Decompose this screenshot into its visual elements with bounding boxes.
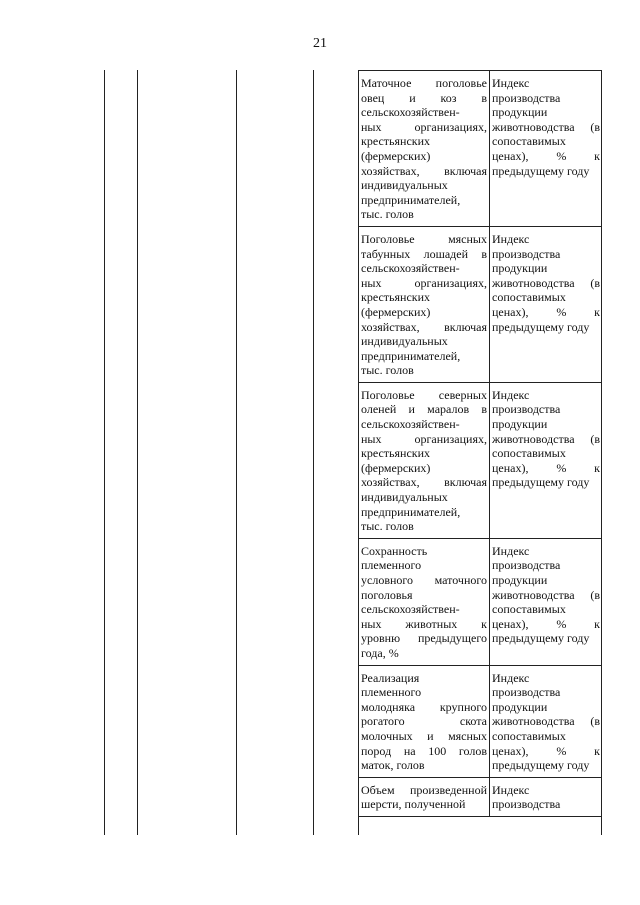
cell-text-line: ценах), % к xyxy=(492,460,600,475)
cell-text-line: ценах), % к xyxy=(492,148,600,163)
cell-text-line: животноводства (в xyxy=(492,275,600,290)
cell-text-line: предыдущему году xyxy=(492,319,590,334)
cell-text-line: Индекс xyxy=(492,231,530,246)
cell-text-line: Индекс xyxy=(492,543,530,558)
cell-text-line: продукции xyxy=(492,105,548,120)
cell-text-line: предыдущему году xyxy=(492,631,590,646)
cell-text-line: Объем произведенной xyxy=(361,782,487,797)
table-column-divider xyxy=(313,70,314,835)
cell-text-line: сопоставимых xyxy=(492,290,566,305)
cell-text-line: предпринимателей, xyxy=(361,504,461,519)
indicators-table xyxy=(358,70,602,835)
cell-text-line: ных организациях, xyxy=(361,431,487,446)
cell-text-line: (фермерских) xyxy=(361,148,431,163)
target-indicator-cell xyxy=(490,538,603,665)
indicators-table-body xyxy=(359,71,602,817)
cell-text-line: предпринимателей, xyxy=(361,348,461,363)
cell-text-line: индивидуальных xyxy=(361,490,448,505)
cell-text-line: племенного xyxy=(361,685,422,700)
cell-text-line: производства xyxy=(492,685,561,700)
cell-text-line: тыс. голов xyxy=(361,519,414,534)
cell-text-line: предыдущему году xyxy=(492,475,590,490)
cell-text-line: Индекс xyxy=(492,782,530,797)
cell-text-line: (фермерских) xyxy=(361,304,431,319)
cell-text-line: животноводства (в xyxy=(492,714,600,729)
target-indicator-cell xyxy=(490,382,603,538)
cell-text-line: тыс. голов xyxy=(361,363,414,378)
cell-text-line: сельскохозяйствен- xyxy=(361,417,460,432)
target-indicator-cell xyxy=(490,71,603,226)
cell-text-line: Индекс xyxy=(492,387,530,402)
cell-text-line: предыдущему году xyxy=(492,163,590,178)
target-indicator-cell xyxy=(490,777,603,816)
cell-text-line: Индекс xyxy=(492,670,530,685)
cell-text-line: хозяйствах, включая xyxy=(361,475,487,490)
target-indicator-cell xyxy=(490,665,603,777)
cell-text-line: продукции xyxy=(492,261,548,276)
cell-text-line: уровню предыдущего xyxy=(361,631,487,646)
cell-text-line: Индекс xyxy=(492,76,530,90)
cell-text-line: поголовья xyxy=(361,587,413,602)
cell-text-line: молодняка крупного xyxy=(361,699,487,714)
cell-text-line: продукции xyxy=(492,573,548,587)
indicator-cell xyxy=(359,665,490,777)
cell-text-line: производства xyxy=(492,90,561,105)
cell-text-line: шерсти, полученной xyxy=(361,797,466,812)
cell-text-line: сельскохозяйствен- xyxy=(361,261,460,276)
cell-text-line: животноводства (в xyxy=(492,587,600,602)
target-indicator-cell xyxy=(490,226,603,382)
cell-text-line: животноводства (в xyxy=(492,431,600,446)
cell-text-line: Реализация xyxy=(361,670,420,685)
cell-text-line: хозяйствах, включая xyxy=(361,163,487,178)
table-row xyxy=(359,777,602,816)
cell-text-line: продукции xyxy=(492,699,548,714)
cell-text-line: Поголовье северных xyxy=(361,387,487,402)
cell-text-line: сопоставимых xyxy=(492,728,566,743)
table-row xyxy=(359,382,602,538)
table-row xyxy=(359,665,602,777)
cell-text-line: ных животных к xyxy=(361,616,487,631)
indicator-cell xyxy=(359,382,490,538)
cell-text-line: маток, голов xyxy=(361,758,425,773)
table-row xyxy=(359,71,602,226)
cell-text-line: молочных и мясных xyxy=(361,728,487,743)
cell-text-line: Маточное поголовье xyxy=(361,76,487,90)
cell-text-line: Поголовье мясных xyxy=(361,231,487,246)
cell-text-line: пород на 100 голов xyxy=(361,743,487,758)
cell-text-line: ценах), % к xyxy=(492,616,600,631)
cell-text-line: крестьянских xyxy=(361,290,431,305)
table-row xyxy=(359,226,602,382)
table-column-divider xyxy=(104,70,105,835)
cell-text-line: индивидуальных xyxy=(361,334,448,349)
cell-text-line: сопоставимых xyxy=(492,602,566,617)
page-number: 21 xyxy=(313,36,327,51)
cell-text-line: Сохранность xyxy=(361,543,428,558)
cell-text-line: производства xyxy=(492,558,561,573)
cell-text-line: сельскохозяйствен- xyxy=(361,602,460,617)
cell-text-line: тыс. голов xyxy=(361,207,414,222)
cell-text-line: ценах), % к xyxy=(492,304,600,319)
cell-text-line: ных организациях, xyxy=(361,275,487,290)
cell-text-line: крестьянских xyxy=(361,134,431,149)
table-column-divider xyxy=(137,70,138,835)
cell-text-line: овец и коз в xyxy=(361,90,487,105)
cell-text-line: производства xyxy=(492,402,561,417)
cell-text-line: табунных лошадей в xyxy=(361,246,487,261)
cell-text-line: предпринимателей, xyxy=(361,192,461,207)
cell-text-line: производства xyxy=(492,797,561,812)
cell-text-line: (фермерских) xyxy=(361,460,431,475)
cell-text-line: сопоставимых xyxy=(492,446,566,461)
cell-text-line: условного маточного xyxy=(361,573,487,587)
cell-text-line: хозяйствах, включая xyxy=(361,319,487,334)
indicator-cell xyxy=(359,71,490,226)
cell-text-line: ных организациях, xyxy=(361,119,487,134)
cell-text-line: крестьянских xyxy=(361,446,431,461)
cell-text-line: животноводства (в xyxy=(492,119,600,134)
indicator-cell xyxy=(359,777,490,816)
cell-text-line: ценах), % к xyxy=(492,743,600,758)
cell-text-line: рогатого скота xyxy=(361,714,487,729)
table-column-divider xyxy=(236,70,237,835)
cell-text-line: продукции xyxy=(492,417,548,432)
table-row xyxy=(359,538,602,665)
cell-text-line: производства xyxy=(492,246,561,261)
cell-text-line: оленей и маралов в xyxy=(361,402,487,417)
cell-text-line: сопоставимых xyxy=(492,134,566,149)
cell-text-line: предыдущему году xyxy=(492,758,590,773)
indicator-cell xyxy=(359,226,490,382)
cell-text-line: года, % xyxy=(361,645,399,660)
cell-text-line: сельскохозяйствен- xyxy=(361,105,460,120)
indicator-cell xyxy=(359,538,490,665)
cell-text-line: индивидуальных xyxy=(361,178,448,193)
cell-text-line: племенного xyxy=(361,558,422,573)
